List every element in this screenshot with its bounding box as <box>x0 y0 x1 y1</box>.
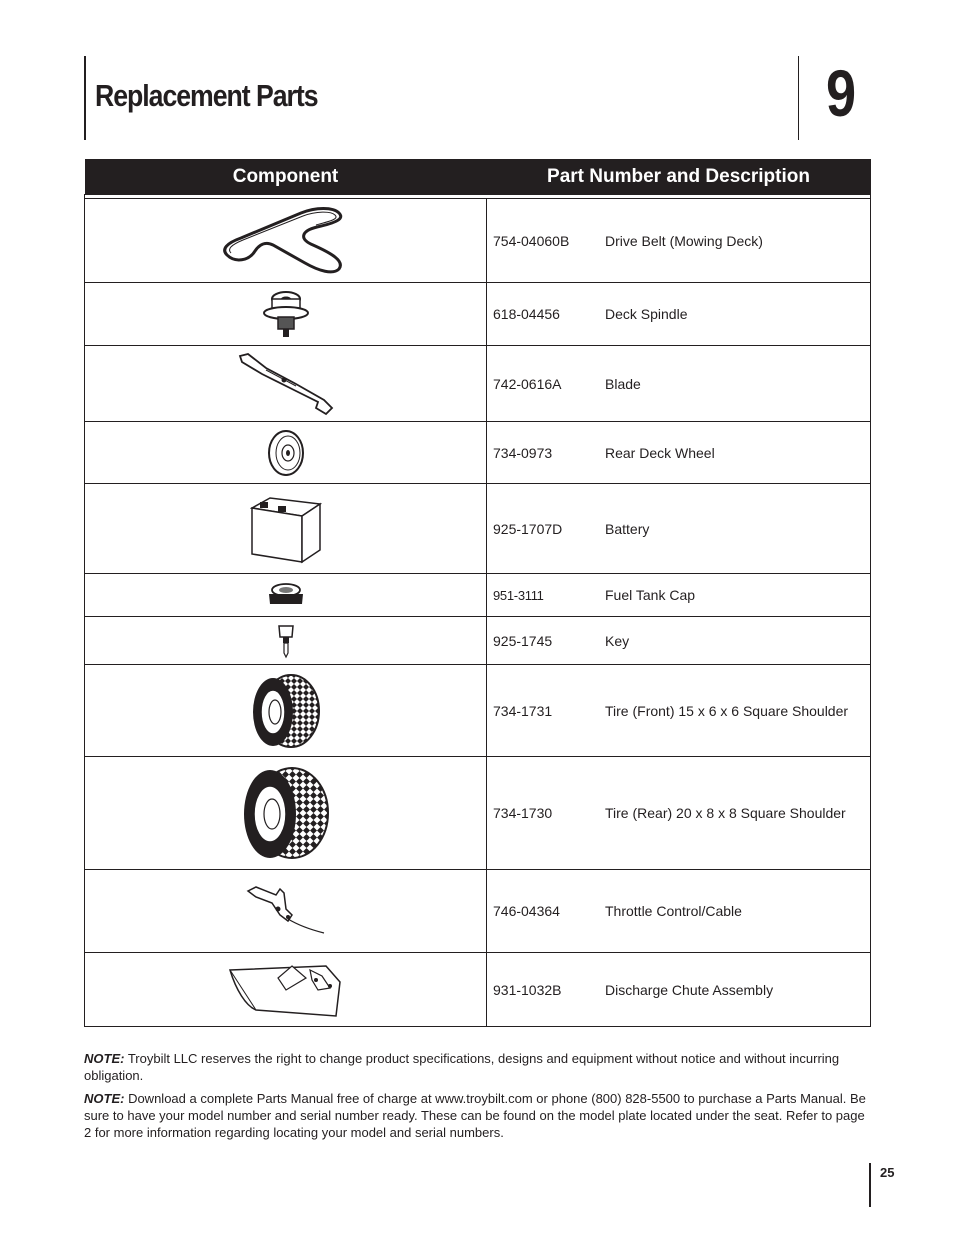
notes <box>84 1050 869 1147</box>
part-number: 734-1730 <box>493 805 553 821</box>
component-cell <box>85 757 487 870</box>
page-number: 25 <box>880 1165 895 1180</box>
component-cell <box>85 665 487 757</box>
part-description: Deck Spindle <box>605 306 688 322</box>
title-rule <box>84 56 86 140</box>
table-row <box>85 574 871 617</box>
part-number: 746-04364 <box>493 903 560 919</box>
part-description: Discharge Chute Assembly <box>605 981 774 998</box>
part-cell <box>487 199 871 283</box>
note-text: Download a complete Parts Manual free of charge at www.troybilt.com or phone (800) 828-5500 to purchase a Parts Manual. Be sure to have your model number and serial number ready. These can be found on the model plate located under the seat. Refer to page 2 for more information regarding locating your model and serial numbers. <box>84 1091 866 1140</box>
battery-icon <box>250 520 322 537</box>
column-header-component: Component <box>85 159 487 195</box>
table-row <box>85 422 871 484</box>
part-cell <box>487 484 871 574</box>
component-cell <box>85 199 487 283</box>
front-tire-icon <box>249 702 323 719</box>
deck-spindle-icon <box>260 305 312 322</box>
note-label: NOTE: <box>84 1091 125 1106</box>
part-cell <box>487 346 871 422</box>
part-number: 734-1731 <box>493 702 553 719</box>
note-paragraph <box>84 1090 869 1141</box>
component-cell <box>85 422 487 484</box>
table-row <box>85 953 871 1027</box>
rear-tire-icon <box>240 804 332 821</box>
part-cell <box>487 574 871 617</box>
component-cell <box>85 953 487 1027</box>
part-description: Key <box>605 632 630 649</box>
deck-wheel-icon <box>266 444 306 461</box>
part-description: Throttle Control/Cable <box>605 903 742 919</box>
table-row <box>85 870 871 953</box>
part-number: 618-04456 <box>493 306 560 322</box>
component-cell <box>85 574 487 617</box>
part-number: 951-3111 <box>493 588 544 603</box>
note-paragraph <box>84 1050 869 1084</box>
part-cell <box>487 757 871 870</box>
part-description: Fuel Tank Cap <box>605 587 696 603</box>
chapter-rule <box>798 56 799 140</box>
table-row <box>85 199 871 283</box>
chapter-number: 9 <box>826 56 857 130</box>
throttle-control-icon <box>246 902 326 919</box>
table-row <box>85 283 871 346</box>
part-number: 925-1745 <box>493 632 553 649</box>
table-row <box>85 617 871 665</box>
fuel-cap-icon <box>266 586 306 603</box>
column-header-part-number: Part Number and Description <box>487 159 871 195</box>
note-text: Troybilt LLC reserves the right to change product specifications, designs and equipment without notice and without incurring obligation. <box>84 1051 840 1083</box>
part-description: Tire (Front) 15 x 6 x 6 Square Shoulder <box>605 702 849 719</box>
note-label: NOTE: <box>84 1051 125 1066</box>
component-cell <box>85 870 487 953</box>
component-cell <box>85 617 487 665</box>
table-row <box>85 484 871 574</box>
part-number: 931-1032B <box>493 981 562 998</box>
part-cell <box>487 617 871 665</box>
part-cell <box>487 283 871 346</box>
blade-icon <box>236 375 336 392</box>
table-row <box>85 346 871 422</box>
part-cell <box>487 422 871 484</box>
part-number: 742-0616A <box>493 375 562 392</box>
part-description: Battery <box>605 520 650 537</box>
part-cell <box>487 870 871 953</box>
parts-table <box>84 159 871 1027</box>
part-cell <box>487 665 871 757</box>
part-description: Tire (Rear) 20 x 8 x 8 Square Shoulder <box>605 805 846 821</box>
part-description: Drive Belt (Mowing Deck) <box>605 232 763 249</box>
component-cell <box>85 283 487 346</box>
discharge-chute-icon <box>226 981 346 998</box>
key-icon <box>276 632 296 649</box>
part-description: Rear Deck Wheel <box>605 444 715 461</box>
table-header-row <box>85 159 871 195</box>
table-row <box>85 757 871 870</box>
component-cell <box>85 484 487 574</box>
part-cell <box>487 953 871 1027</box>
part-number: 734-0973 <box>493 444 553 461</box>
footer-rule <box>869 1163 871 1207</box>
part-number: 754-04060B <box>493 232 570 249</box>
part-description: Blade <box>605 375 641 392</box>
component-cell <box>85 346 487 422</box>
table-row <box>85 665 871 757</box>
page-title: Replacement Parts <box>95 78 318 113</box>
drive-belt-icon <box>221 232 351 249</box>
part-number: 925-1707D <box>493 520 563 537</box>
